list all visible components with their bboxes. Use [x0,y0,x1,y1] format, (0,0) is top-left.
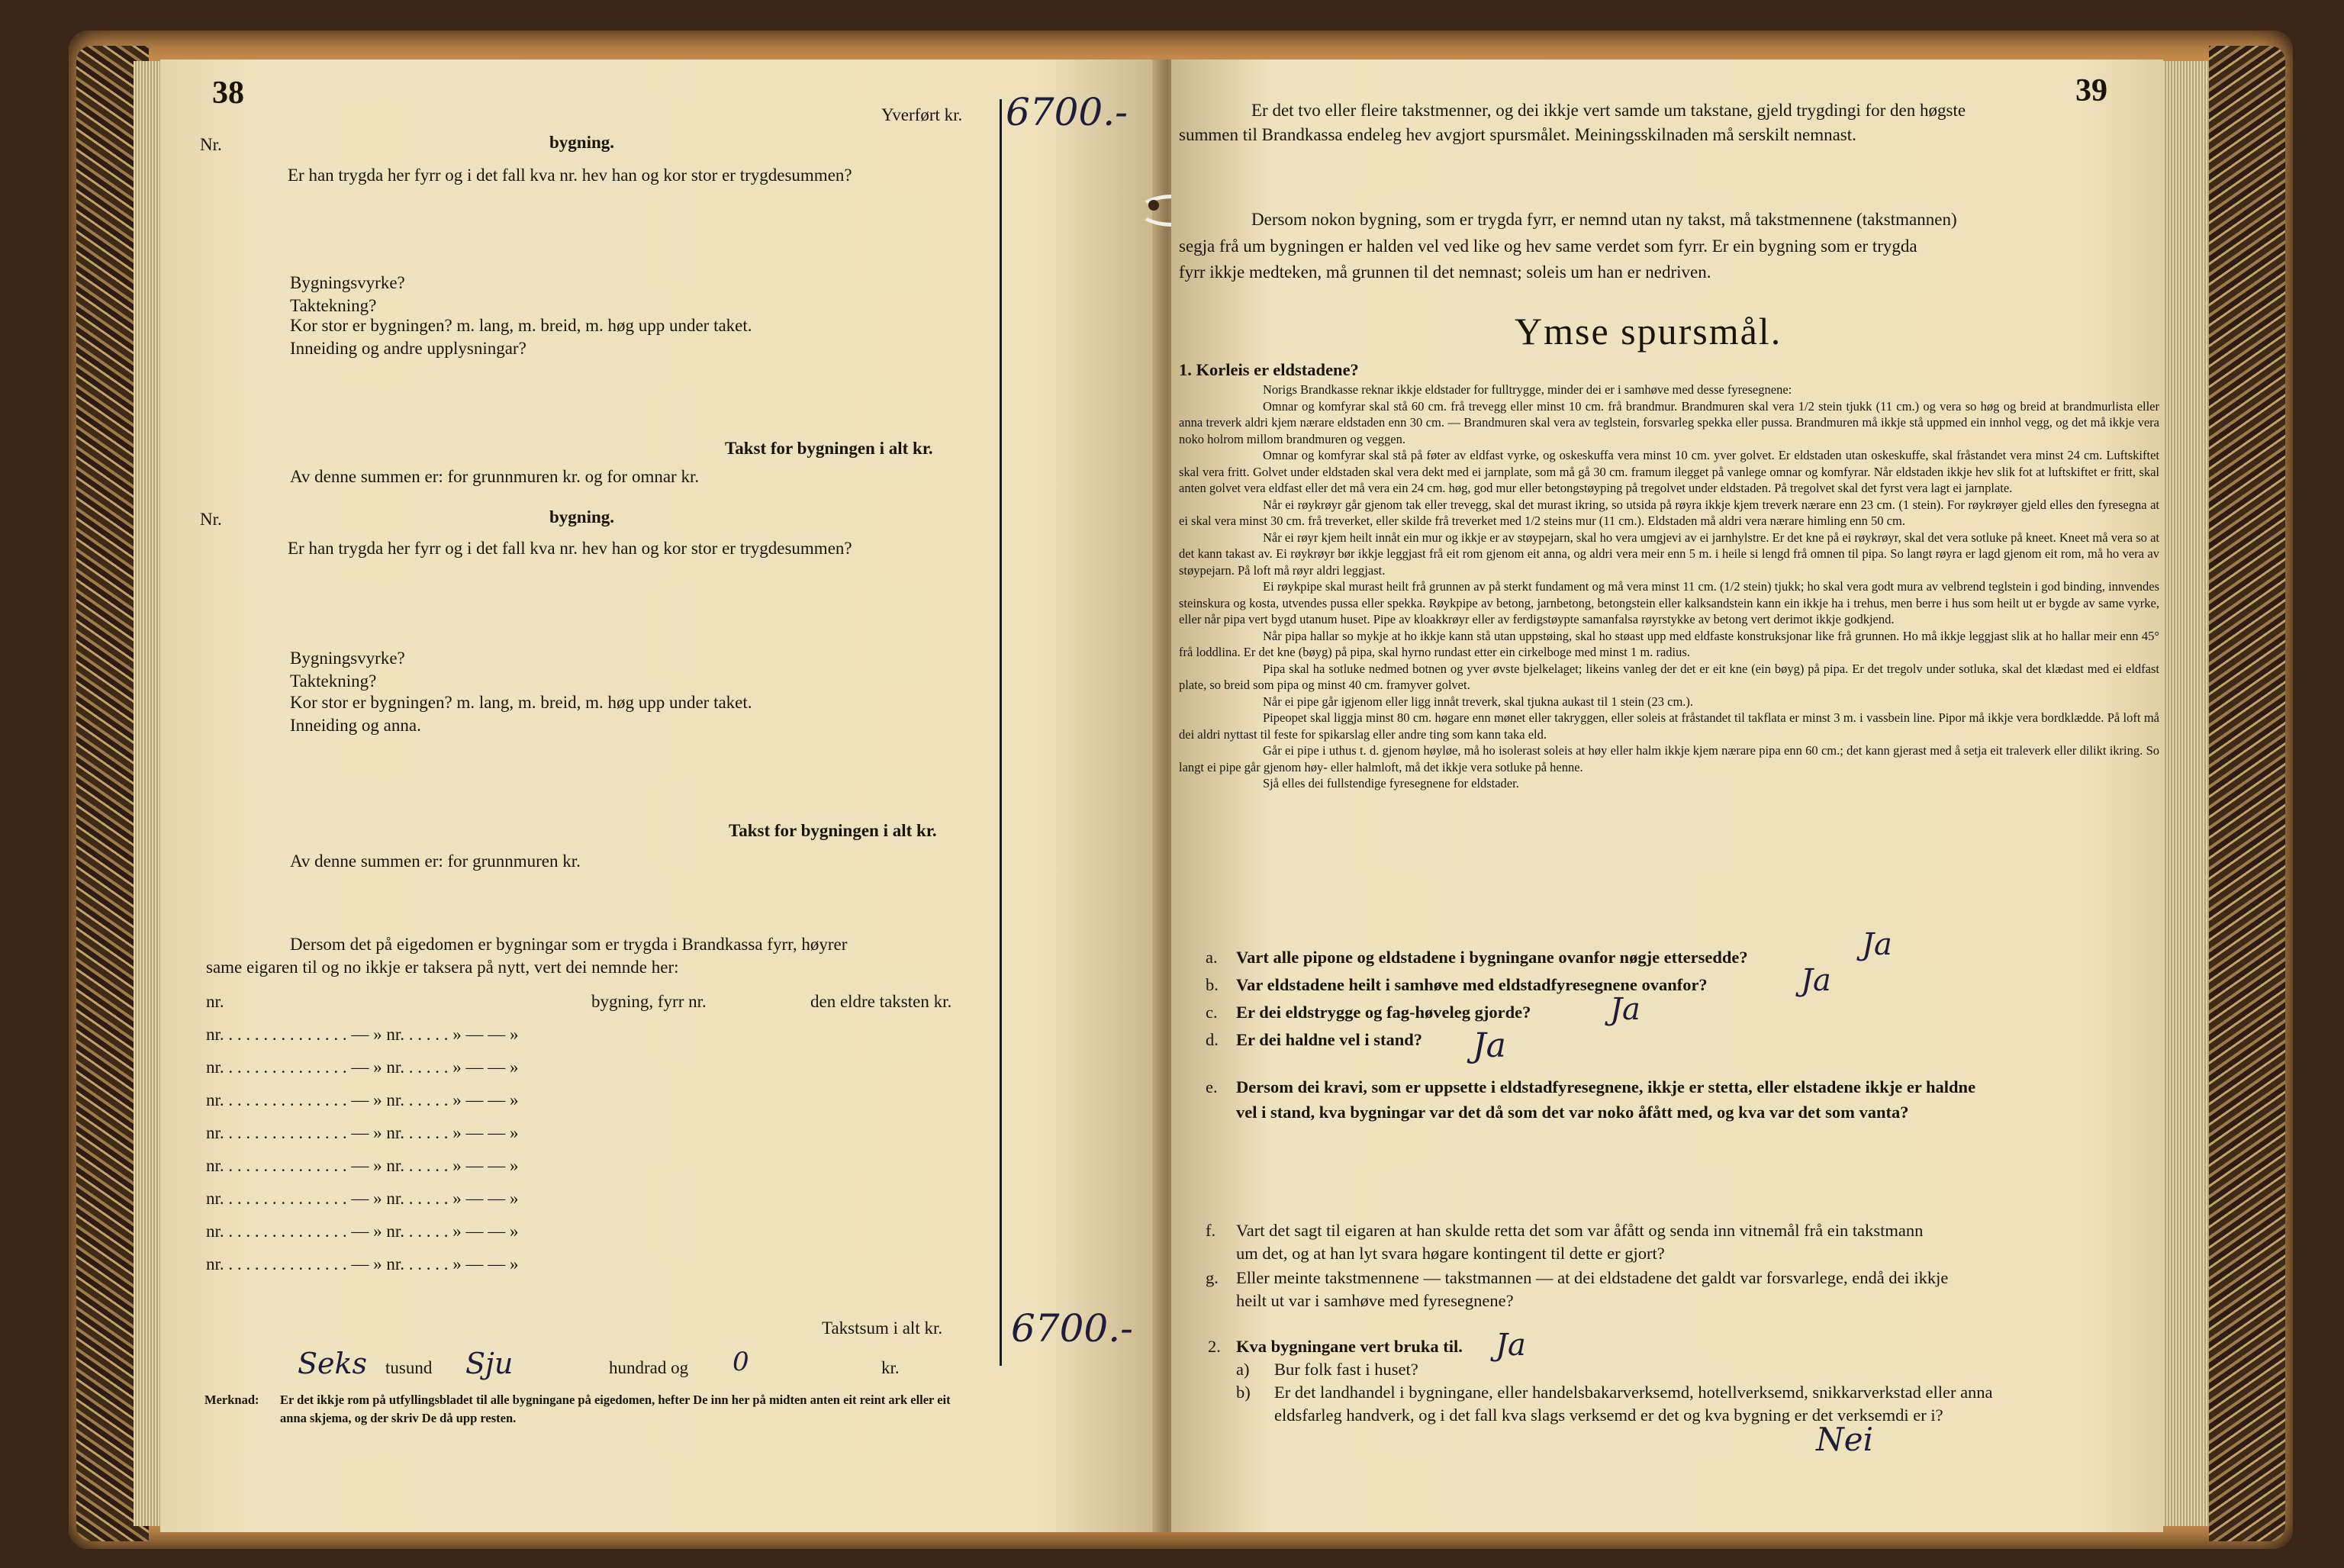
block2-vyrke: Bygningsvyrke? [290,649,405,668]
carried-value: 6700.- [1006,90,1129,134]
block1-takst: Takst for bygningen i alt kr. [725,439,933,458]
marbled-edge-right [2209,46,2285,1541]
question-2: Kva bygningane vert bruka til. [1236,1337,1463,1356]
page-title: Ymse spursmål. [1515,310,1782,353]
table-row: nr. . . . . . . . . . . . . . . — » nr. . . . . . » — — » [206,1090,519,1109]
answer-d: Ja [1473,1026,1506,1065]
rule-paragraph: Når ei pipe går igjenom eller ligg innåt treverk, skal tjukna aukast til 1 stein (23 cm.). [1263,694,1694,709]
rule-paragraph: Når ei røyr kjem heilt innåt ein mur og ikkje er av støypejarn, skal ho vera umgjevi av ei jarnhylstre. Er det kne på ei røykrøyr, skal det vera sotluke på kneet. Kneet må vera so at det kann takast av. Ei røykrøyr bør ikkje leggjast frå eit rom gjenom eit anna, og aldri vera meir enn 5 m. i heile si lengd frå omnen til pipa. So langt røyra er lagd gjenom eit rom, må ho vera av støypejarn. På loft må røyr aldri leggjast. [1179,530,2159,578]
block1-nr: Nr. [200,135,222,154]
question-a: Vart alle pipone og eldstadene i bygningane ovanfor nøgje ettersedde? [1236,948,1748,967]
words-thousands: Seks [298,1347,368,1380]
question-b: Var eldstadene heilt i samhøve med eldstadfyresegnene ovanfor? [1236,975,1708,994]
block1-innr: Inneiding og andre upplysningar? [290,339,526,358]
rule-paragraph: Sjå elles dei fullstendige fyresegnene for eldstader. [1263,776,1519,790]
question-c-label: c. [1206,1003,1218,1022]
rule-paragraph: Omnar og komfyrar skal stå på føter av eldfast vyrke, og oskeskuffa vera minst 10 cm. yver golvet. Er eldstaden utan oskeskuffe, skal fråstandet vera minst 24 cm. Luftskiftet skal vera fritt. Golvet under eldstaden skal vera dekt med ei jarnplate, som må gå 30 cm. framum ilegget på vanlege omnar og komfyrar. Når eldstaden ikkje hev slik fot at luftskiftet er fritt, skal anten golvet vera eldfast eller det må vera ein 24 cm. høg, god mur eller betongstøyping på tregolvet under eldstaden. På tregolvet skal det fyrst vera lagt ei jarnplate. [1179,448,2159,495]
kr-label: kr. [881,1358,900,1377]
block2-tak: Taktekning? [290,671,377,691]
block1-vyrke: Bygningsvyrke? [290,273,405,292]
rule-paragraph: Går ei pipe i uthus t. d. gjenom høyløe, må ho isolerast soleis at høy eller halm ikkje kjem nærare pipa enn 60 cm.; det kann gjerast med å setja eit traleverk eller dilikt ikring. So langt ei pipe går gjenom høy- eller halmloft, må det ikkje vera sotluke på henne. [1179,743,2159,774]
intro-line-3: Dersom nokon bygning, som er trygda fyrr, er nemnd utan ny takst, må takstmennene (takstmannen) [1251,210,1957,229]
question-g-label: g. [1206,1268,1219,1287]
question-b-label: b. [1206,975,1219,994]
question-2a: Bur folk fast i huset? [1274,1360,1418,1379]
block2-size: Kor stor er bygningen? m. lang, m. breid, m. høg upp under taket. [290,693,752,712]
page-number-left: 38 [212,76,244,111]
question-f-line-1: Vart det sagt til eigaren at han skulde retta det som var åfått og senda inn vitnemål frå ein takstmann [1236,1221,1924,1240]
hundrad-label: hundrad og [609,1358,689,1377]
rule-paragraph: Omnar og komfyrar skal stå 60 cm. frå trevegg eller minst 10 cm. frå brandmur. Brandmuren skal vera 1/2 stein tjukk (11 cm.) og vera so høg og breid at brandmurlista eller anna treverk aldri kjem nærare eldstaden enn 30 cm. — Brandmuren skal vera av teglstein, forsvarleg spekka eller pussa. Brandmuren må ikkje stå uppmed ein innhol vegg, og det må ikkje vera noko holrom millom brandmuren og veggen. [1179,398,2159,446]
intro-line-1: Er det tvo eller fleire takstmenner, og dei ikkje vert samde um takstane, gjeld trygdingi for den høgste [1251,101,1966,120]
table-row: nr. . . . . . . . . . . . . . . — » nr. . . . . . » — — » [206,1058,519,1077]
answer-a: Ja [1862,927,1892,962]
intro-line-2: summen til Brandkassa endeleg hev avgjort spursmålet. Meiningsskilnaden må serskilt nemnast. [1179,125,1856,144]
question-g-line-2: heilt ut var i samhøve med fyresegnene? [1236,1291,1514,1310]
binding-hole [1148,200,1159,211]
block1-bygning: bygning. [549,133,615,152]
answer-c: Ja [1610,992,1640,1027]
question-e-label: e. [1206,1077,1218,1096]
page-edges-right [2163,61,2209,1526]
block2-sum: Av denne summen er: for grunnmuren kr. [290,852,581,871]
rule-paragraph: Når ei røykrøyr går gjenom tak eller trevegg, skal det murast ikring, so utsida på røyra ikkje kjem treverk nærare enn 23 cm. (1 stein). For røykrøyer gjeld elles den fyresegna at ei skal vera minst 30 cm. frå treverket, eller skilde frå treverket med 1/2 steins mur (11 cm.). Eldstaden må aldri vera nærare himling enn 50 cm. [1179,497,2159,528]
other-intro-1: Dersom det på eigedomen er bygningar som er trygda i Brandkassa fyrr, høyrer [290,935,848,954]
rule-paragraph: Pipeopet skal liggja minst 80 cm. høgare enn mønet eller takryggen, eller soleis at fråstandet til takflata er minst 3 m. i vassbein line. Pipor må ikkje vera bordklædde. På loft må dei aldri nyttast til feste for spikarslag eller andre ting som kann taka eld. [1179,710,2159,742]
block1-sum: Av denne summen er: for grunnmuren kr. og for omnar kr. [290,467,700,486]
intro-line-5: fyrr ikkje medteken, må grunnen til det nemnast; soleis um han er nedriven. [1179,262,1711,282]
question-e-line-2: vel i stand, kva bygningar var det då som det var noko åfått med, og kva var det som vanta? [1236,1103,1909,1122]
merknad-label: Merknad: [204,1393,259,1407]
tusund-label: tusund [385,1358,433,1377]
intro-line-4: segja frå um bygningen er halden vel ved like og hev same verdet som fyrr. Er ein bygning som er trygda [1179,237,1917,256]
question-2b-label: b) [1236,1383,1251,1402]
table-header-takst: den eldre taksten kr. [810,992,952,1011]
question-g-line-1: Eller meinte takstmennene — takstmannen — at dei eldstadene det galdt var forsvarlege, endå dei ikkje [1236,1268,1949,1287]
block1-size: Kor stor er bygningen? m. lang, m. breid, m. høg upp under taket. [290,316,752,335]
words-ones: 0 [732,1347,749,1377]
takstsum-label: Takstsum i alt kr. [822,1318,943,1338]
question-c: Er dei eldstrygge og fag-høveleg gjorde? [1236,1003,1531,1022]
rule-paragraph: Når pipa hallar so mykje at ho ikkje kann stå utan uppstøing, skal ho støast upp med eldfaste konstruksjonar like frå grunnen. Ho må ikkje leggjast slik at ho hallar meir enn 45° frå loddlina. Er det kne (bøyg) på pipa, skal hyrno rundast etter ein cirkelboge med minst 1 m. radius. [1179,628,2159,659]
question-e-line-1: Dersom dei kravi, som er uppsette i eldstadfyresegnene, ikkje er stetta, eller elstadene ikkje er haldne [1236,1077,1976,1096]
block2-bygning: bygning. [549,507,615,526]
table-row: nr. . . . . . . . . . . . . . . — » nr. . . . . . » — — » [206,1156,519,1175]
rule-paragraph: Pipa skal ha sotluke nedmed botnen og yver øvste bjelkelaget; likeins vanleg der det er eit kne (ein bøyg) på pipa. Er det tregolv under sotluka, skal det klædast med ei eldfast plate, so breid som pipa og minst 40 cm. framyver golvet. [1179,661,2159,692]
question-d: Er dei haldne vel i stand? [1236,1030,1423,1049]
answer-2: Ja [1496,1328,1526,1363]
question-2b-line-1: Er det landhandel i bygningane, eller handelsbakarverksemd, hotellverksemd, snikkarverkstad eller anna [1274,1383,1993,1402]
words-hundreds: Sju [465,1347,514,1380]
question-2b-line-2: eldsfarleg handverk, og i det fall kva slags verksemd er det og kva bygning er det verksemdi er i? [1274,1405,1943,1425]
rule-paragraph: Norigs Brandkasse reknar ikkje eldstader for fulltrygge, minder dei er i samhøve med desse fyresegnene: [1263,382,1792,397]
table-row: nr. . . . . . . . . . . . . . . — » nr. . . . . . » — — » [206,1189,519,1208]
question-2-label: 2. [1208,1337,1221,1356]
merknad-line-2: anna skjema, og der skriv De då upp resten. [280,1411,517,1425]
answer-2b: Nei [1816,1421,1874,1458]
carried-label: Yverført kr. [881,105,963,124]
fire-rules-text [1179,382,2159,792]
question-f-line-2: um det, og at han lyt svara høgare kontingent til dette er gjort? [1236,1244,1665,1263]
answer-b: Ja [1801,963,1831,998]
block2-takst: Takst for bygningen i alt kr. [729,821,937,840]
question-f-label: f. [1206,1221,1216,1240]
amount-column-rule [1000,99,1002,1366]
page-edges-left [134,61,164,1526]
rule-paragraph: Ei røykpipe skal murast heilt frå grunnen av på sterkt fundament og må vera minst 11 cm. (1/2 stein) tjukk; ho skal vera godt mura av velbrend teglstein i god binding, innvendes steinskura og kosta, utvendes pussa eller spekka. Røykpipe av betong, jarnbetong, betongstein eller kalksandstein kann ein ikkje ha i trehus, men berre i hus som heilt ut er bygde av same vyrke, eller når pipa vert bygd utanum huset. Pipe av kloakkrøyr eller av ferdigstøypte samanfalsa røyrstykke av betong vert derimot ikkje godkjend. [1179,579,2159,626]
table-row: nr. . . . . . . . . . . . . . . — » nr. . . . . . » — — » [206,1222,519,1241]
question-2a-label: a) [1236,1360,1250,1379]
table-row: nr. . . . . . . . . . . . . . . — » nr. . . . . . » — — » [206,1254,519,1273]
question-1: 1. Korleis er eldstadene? [1179,360,1359,379]
other-intro-2: same eigaren til og no ikkje er taksera på nytt, vert dei nemnde her: [206,958,679,977]
question-a-label: a. [1206,948,1218,967]
table-header-nr: nr. [206,992,224,1011]
table-row: nr. . . . . . . . . . . . . . . — » nr. . . . . . » — — » [206,1123,519,1142]
table-row: nr. . . . . . . . . . . . . . . — » nr. . . . . . » — — » [206,1025,519,1044]
block2-question: Er han trygda her fyrr og i det fall kva nr. hev han og kor stor er trygdesummen? [288,539,852,558]
question-d-label: d. [1206,1030,1219,1049]
page-number-right: 39 [2075,73,2107,108]
block1-question: Er han trygda her fyrr og i det fall kva nr. hev han og kor stor er trygdesummen? [288,166,852,185]
merknad-line-1: Er det ikkje rom på utfyllingsbladet til alle bygningane på eigedomen, hefter De inn her på midten anten eit reint ark eller eit [280,1393,951,1407]
block2-nr: Nr. [200,510,222,529]
block1-tak: Taktekning? [290,296,377,315]
block2-innr: Inneiding og anna. [290,716,421,735]
table-header-bygning: bygning, fyrr nr. [591,992,707,1011]
takstsum-value: 6700.- [1011,1306,1134,1351]
